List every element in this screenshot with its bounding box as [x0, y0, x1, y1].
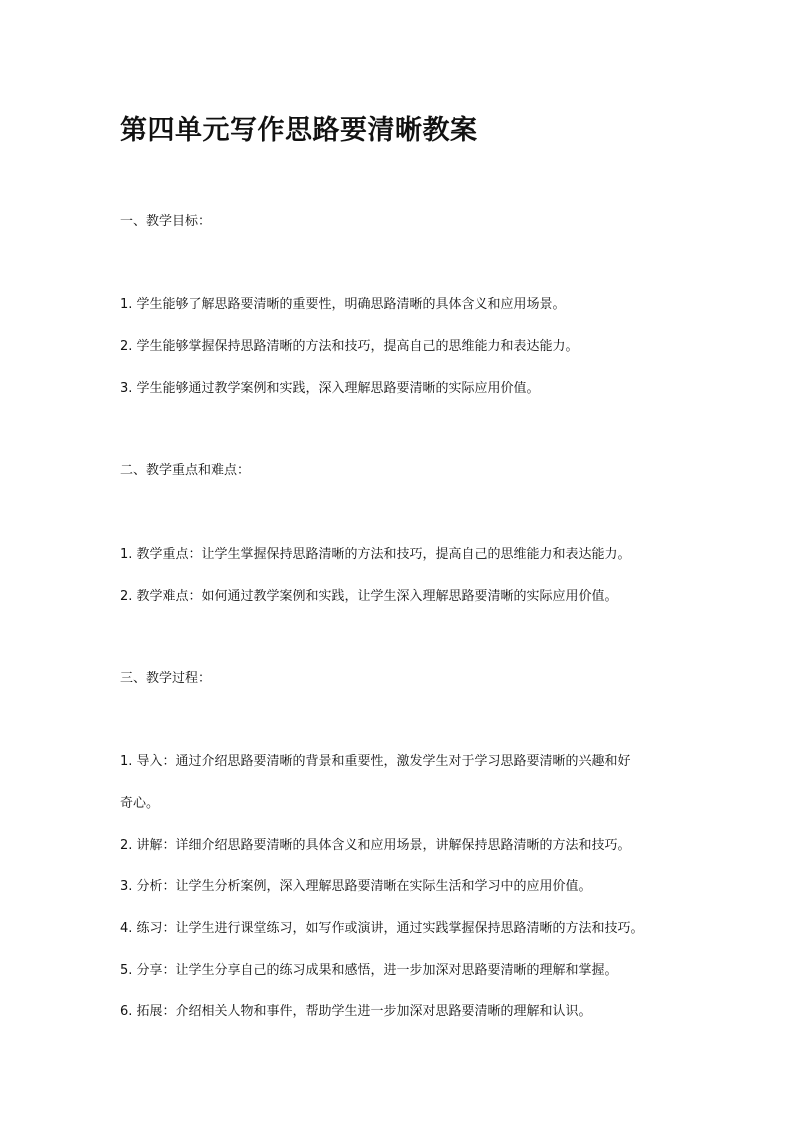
section-heading-focus: 二、教学重点和难点： — [120, 463, 251, 478]
process-item-4: 4. 练习：让学生进行课堂练习，如写作或演讲，通过实践掌握保持思路清晰的方法和技巧。 — [120, 921, 644, 936]
goal-item-3: 3. 学生能够通过教学案例和实践，深入理解思路要清晰的实际应用价值。 — [120, 381, 540, 396]
goal-item-2: 2. 学生能够掌握保持思路清晰的方法和技巧，提高自己的思维能力和表达能力。 — [120, 339, 579, 354]
section-heading-process: 三、教学过程： — [120, 671, 212, 686]
process-item-3: 3. 分析：让学生分析案例，深入理解思路要清晰在实际生活和学习中的应用价值。 — [120, 879, 592, 894]
process-item-5: 5. 分享：让学生分享自己的练习成果和感悟，进一步加深对思路要清晰的理解和掌握。 — [120, 963, 618, 978]
section-heading-goals: 一、教学目标： — [120, 214, 212, 229]
process-item-1-cont: 奇心。 — [120, 796, 160, 811]
focus-item-1: 1. 教学重点：让学生掌握保持思路清晰的方法和技巧，提高自己的思维能力和表达能力。 — [120, 547, 631, 562]
focus-item-2: 2. 教学难点：如何通过教学案例和实践，让学生深入理解思路要清晰的实际应用价值。 — [120, 589, 618, 604]
process-item-6: 6. 拓展：介绍相关人物和事件，帮助学生进一步加深对思路要清晰的理解和认识。 — [120, 1004, 592, 1019]
page-title: 第四单元写作思路要清晰教案 — [120, 115, 478, 146]
process-item-1: 1. 导入：通过介绍思路要清晰的背景和重要性，激发学生对于学习思路要清晰的兴趣和好 — [120, 754, 631, 769]
goal-item-1: 1. 学生能够了解思路要清晰的重要性，明确思路清晰的具体含义和应用场景。 — [120, 297, 566, 312]
process-item-2: 2. 讲解：详细介绍思路要清晰的具体含义和应用场景，讲解保持思路清晰的方法和技巧。 — [120, 838, 631, 853]
